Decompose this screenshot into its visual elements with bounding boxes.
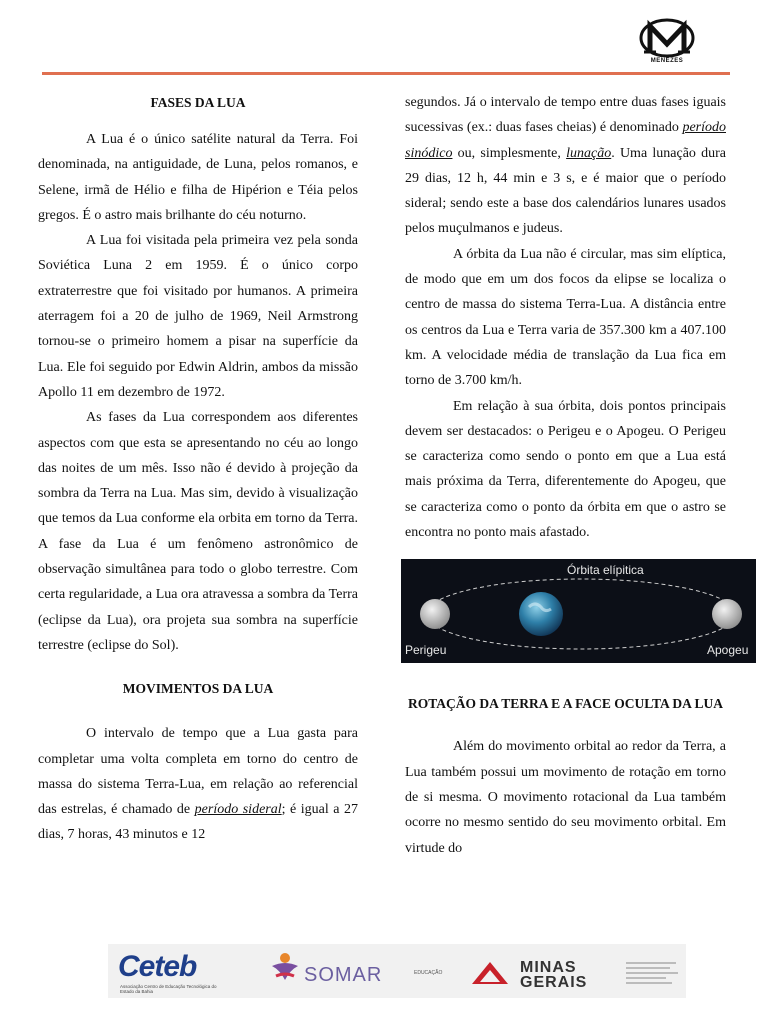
- decorative-lines: [626, 960, 682, 986]
- heading-movimentos-da-lua: MOVIMENTOS DA LUA: [122, 681, 274, 697]
- footer-logos: [108, 944, 686, 998]
- logo-caption: MENEZES: [650, 58, 684, 64]
- term-periodo-sideral: período sideral: [194, 802, 282, 818]
- paragraph-fases: As fases da Lua correspondem aos diferentes aspectos com que esta se apresentando no céu ao longo das noites de um mês. Isso não é devido à projeção da sombra da Terra na Lua. Mas sim, devido à visualização que temos da Lua conforme ela orbita em torno da Terra. A fase da Lua é um fenômeno astronômico de observação simultânea para todo o globo terrestre. Com certa regularidade, a Lua ora atravessa a sombra da Terra (eclipse da Lua), ora projeta sua sombra na superfície terrestre (eclipse do Sol).: [38, 410, 358, 653]
- term-lunacao: lunação: [566, 145, 612, 161]
- label-perigeu: Perigeu: [405, 643, 447, 658]
- term-periodo-sinodico: período sinódico: [405, 120, 726, 161]
- minas-text: MINAS: [520, 959, 577, 976]
- educacao-label: EDUCAÇÃO: [414, 970, 443, 976]
- left-column: [38, 90, 358, 848]
- orbit-ellipse: [426, 579, 736, 649]
- paragraph-periodo-sideral: O intervalo de tempo que a Lua gasta para completar uma volta completa em torno do centro de massa do sistema Terra-Lua, em relação ao referencial das estrelas, é chamado de período sideral; é igual a 27 dias, 7 horas, 43 minutos e 12: [38, 726, 359, 843]
- moon-apogeu-icon: [712, 599, 742, 629]
- header-divider: [42, 72, 730, 75]
- right-column: [405, 90, 749, 861]
- paragraph-perigeu-apogeu: Em relação à sua órbita, dois pontos principais devem ser destacados: o Perigeu e o Apogeu. O Perigeu se caracteriza como sendo o ponto em que a Lua está mais próxima da Terra, diferentemente do Apogeu, que se caracteriza como o ponto da órbita em que o astro se encontra no ponto mais afastado.: [405, 398, 726, 541]
- minas-gerais-triangle-icon: [470, 960, 510, 986]
- paragraph-intro: A Lua é o único satélite natural da Terra. Foi denominada, na antiguidade, de Luna, pelos romanos, e Selene, irmã de Hélio e filha de Hipérion e Téia pelos gregos. É o astro mais brilhante do céu noturno.: [38, 132, 358, 223]
- heading-rotacao-da-terra: ROTAÇÃO DA TERRA E A FACE OCULTA DA LUA: [407, 696, 724, 712]
- ceteb-subtitle: Associação Centro de Educação Tecnológica do Estado da Bahia: [120, 984, 217, 994]
- label-apogeu: Apogeu: [707, 643, 749, 658]
- label-orbita-eliptica: Órbita elípitica: [567, 563, 644, 578]
- moon-perigeu-icon: [420, 599, 450, 629]
- ceteb-logo: Ceteb: [118, 950, 197, 983]
- paragraph-rotacao: Além do movimento orbital ao redor da Terra, a Lua também possui um movimento de rotação em torno de si mesma. O movimento rotacional da Lua também ocorre no mesmo sentido do seu movimento orbital. Em virtude do: [405, 739, 726, 856]
- heading-fases-da-lua: FASES DA LUA: [150, 95, 246, 110]
- paragraph-orbita: A órbita da Lua não é circular, mas sim elíptica, de modo que em um dos focos da elipse se localiza o centro de massa do sistema Terra-Lua. A distância entre os centros da Lua e Terra varia de 357.300 km a 407.100 km. A velocidade média de translação da Lua fica em torno de 3.700 km/h.: [405, 246, 726, 389]
- paragraph-visita: A Lua foi visitada pela primeira vez pela sonda Soviética Luna 2 em 1959. É o único corpo extraterrestre que foi visitado por humanos. A primeira aterragem foi a 20 de julho de 1969, Neil Armstrong tornou-se o primeiro homem a pisar na superfície da Lua. Ele foi seguido por Edwin Aldrin, ambos da missão Apollo 11 em dezembro de 1972.: [38, 233, 358, 400]
- paragraph-periodo-sinodico: segundos. Já o intervalo de tempo entre duas fases iguais sucessivas (ex.: duas fases cheias) é denominado período sinódico ou, simplesmente, lunação. Uma lunação dura 29 dias, 12 h, 44 min e 3 s, e é maior que o período sideral; sendo este a base dos calendários lunares usados pelos muçulmanos e judeus.: [405, 95, 726, 237]
- orbit-diagram: [401, 559, 756, 663]
- somar-icon: [268, 950, 302, 984]
- earth-icon: [519, 592, 563, 636]
- somar-logo: SOMAR: [304, 964, 383, 986]
- gerais-text: GERAIS: [520, 974, 588, 991]
